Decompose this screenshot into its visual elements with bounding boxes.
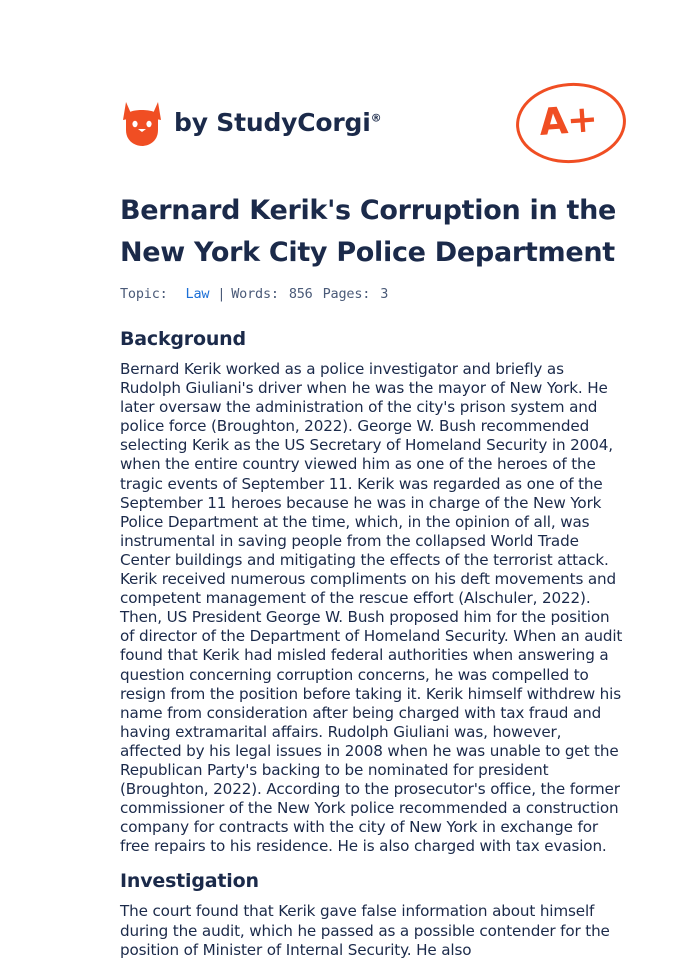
page-title: Bernard Kerik's Corruption in the New York City Police Department	[120, 195, 617, 268]
section-paragraph-background: Bernard Kerik worked as a police investigator and briefly as Rudolph Giuliani's driver when he was the mayor of New York. He later oversaw the administration of the city's prison system and police force (Broughton, 2022). George W. Bush recommended selecting Kerik as the US Secretary of Homeland Security in 2004, when the entire country viewed him as one of the heroes of the tragic events of September 11. Kerik was regarded as one of the September 11 heroes because he was in charge of the New York Police Department at the time, which, in the opinion of all, was instrumental in saving people from the collapsed World Trade Center buildings and mitigating the effects of the terrorist attack. Kerik received numerous compliments on his deft movements and competent management of the rescue effort (Alschuler, 2022). Then, US President George W. Bush proposed him for the position of director of the Department of Homeland Security. When an audit found that Kerik had misled federal authorities when answering a question concerning corruption concerns, he was compelled to resign from the position before taking it. Kerik himself withdrew his name from consideration after being charged with tax fraud and having extramarital affairs. Rudolph Giuliani was, however, affected by his legal issues in 2008 when he was unable to get the Republican Party's backing to be nominated for president (Broughton, 2022). According to the prosecutor's office, the former commissioner of the New York police recommended a construction company for contracts with the city of New York in exchange for free repairs to his residence. He is also charged with tax evasion.	[120, 360, 623, 856]
topic-link[interactable]: Law	[185, 286, 210, 302]
document-meta	[120, 286, 624, 302]
pages-label: Pages:	[322, 286, 371, 302]
brand-by-label: by	[174, 107, 217, 137]
document-sheet	[68, 48, 674, 964]
registered-mark: ®	[370, 111, 382, 125]
meta-separator: |	[217, 286, 226, 302]
grade-a-plus-badge	[516, 83, 624, 161]
section-heading-investigation: Investigation	[120, 870, 259, 893]
brand-logo[interactable]	[120, 96, 381, 148]
topic-label: Topic:	[120, 286, 168, 302]
corgi-logo-icon	[120, 96, 164, 148]
section-paragraph-investigation: The court found that Kerik gave false information about himself during the audit, which he passed as a possible contender for the position of Minister of Internal Security. He also	[120, 902, 610, 959]
brand-name	[174, 108, 381, 137]
words-label: Words:	[231, 286, 279, 302]
section-heading-background: Background	[120, 328, 246, 350]
brand-title: StudyCorgi	[216, 107, 371, 137]
words-value: 856	[288, 286, 313, 302]
pages-value: 3	[380, 286, 389, 302]
document-header	[120, 76, 624, 168]
grade-badge-label: A+	[537, 96, 599, 144]
